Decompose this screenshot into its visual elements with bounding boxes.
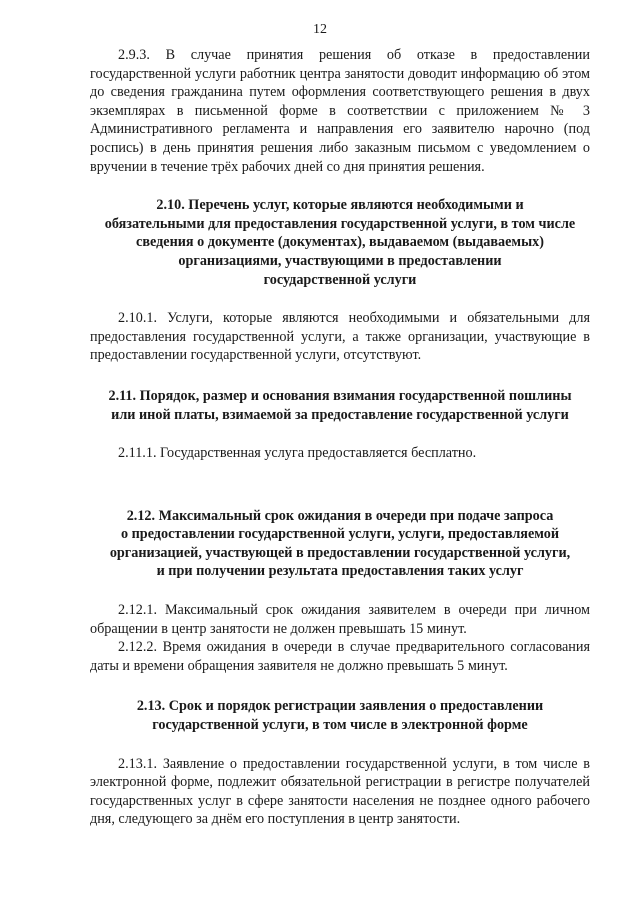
heading-line: 2.11. Порядок, размер и основания взимания государственной пошлины (108, 387, 572, 404)
heading-line: государственной услуги, в том числе в электронной форме (152, 717, 528, 734)
section-heading-2-11 (90, 387, 590, 424)
paragraph-2-11-1: 2.11.1. Государственная услуга предоставляется бесплатно. (118, 445, 477, 462)
paragraph-2-12-1: 2.12.1. Максимальный срок ожидания заявителем в очереди при личном обращении в центр занятости не должен превышать 15 минут. (90, 602, 590, 637)
section-heading-2-12 (90, 507, 590, 581)
heading-line: 2.12. Максимальный срок ожидания в очереди при подаче запроса (126, 507, 554, 524)
page-number: 12 (313, 22, 327, 37)
heading-line: 2.13. Срок и порядок регистрации заявления о предоставлении (136, 698, 544, 715)
heading-line: обязательными для предоставления государственной услуги, в том числе (104, 215, 576, 232)
heading-line: о предоставлении государственной услуги, услуги, предоставляемой (120, 526, 560, 543)
document-body (90, 46, 590, 829)
heading-line: организацией, участвующей в предоставлении государственной услуги, (109, 544, 571, 561)
paragraph-2-12-2: 2.12.2. Время ожидания в очереди в случае предварительного согласования даты и времени обращения заявителя не должно превышать 5 минут. (90, 639, 590, 674)
section-heading-2-10 (90, 196, 590, 289)
heading-line: и при получении результата предоставления таких услуг (156, 563, 524, 580)
paragraph-2-9-3: 2.9.3. В случае принятия решения об отказе в предоставлении государственной услуги работник центра занятости доводит информацию об этом до сведения гражданина путем оформления соответствующего решения в двух экземплярах в письменной форме в соответствии с приложением № 3 Административного регламента и направления его заявителю нарочно (под роспись) в день принятия решения либо заказным письмом с уведомлением о вручении в течение трёх рабочих дней со дня принятия решения. (90, 47, 590, 175)
heading-line: сведения о документе (документах), выдаваемом (выдаваемых) (136, 234, 544, 251)
section-heading-2-13 (90, 697, 590, 734)
heading-line: организациями, участвующими в предоставлении (178, 252, 502, 269)
heading-line: государственной услуги (263, 271, 417, 288)
heading-line: 2.10. Перечень услуг, которые являются необходимыми и (156, 197, 524, 214)
paragraph-2-13-1: 2.13.1. Заявление о предоставлении государственной услуги, в том числе в электронной форме, подлежит обязательной регистрации в регистре получателей государственных услуг в сфере занятости населения не позднее одного рабочего дня, следующего за днём его поступления в центр занятости. (90, 755, 590, 828)
paragraph-2-10-1: 2.10.1. Услуги, которые являются необходимыми и обязательными для предоставления государственной услуги, а также организации, участвующие в предоставлении государственной услуги, отсутствуют. (90, 310, 590, 364)
heading-line: или иной платы, взимаемой за предоставление государственной услуги (111, 406, 569, 423)
